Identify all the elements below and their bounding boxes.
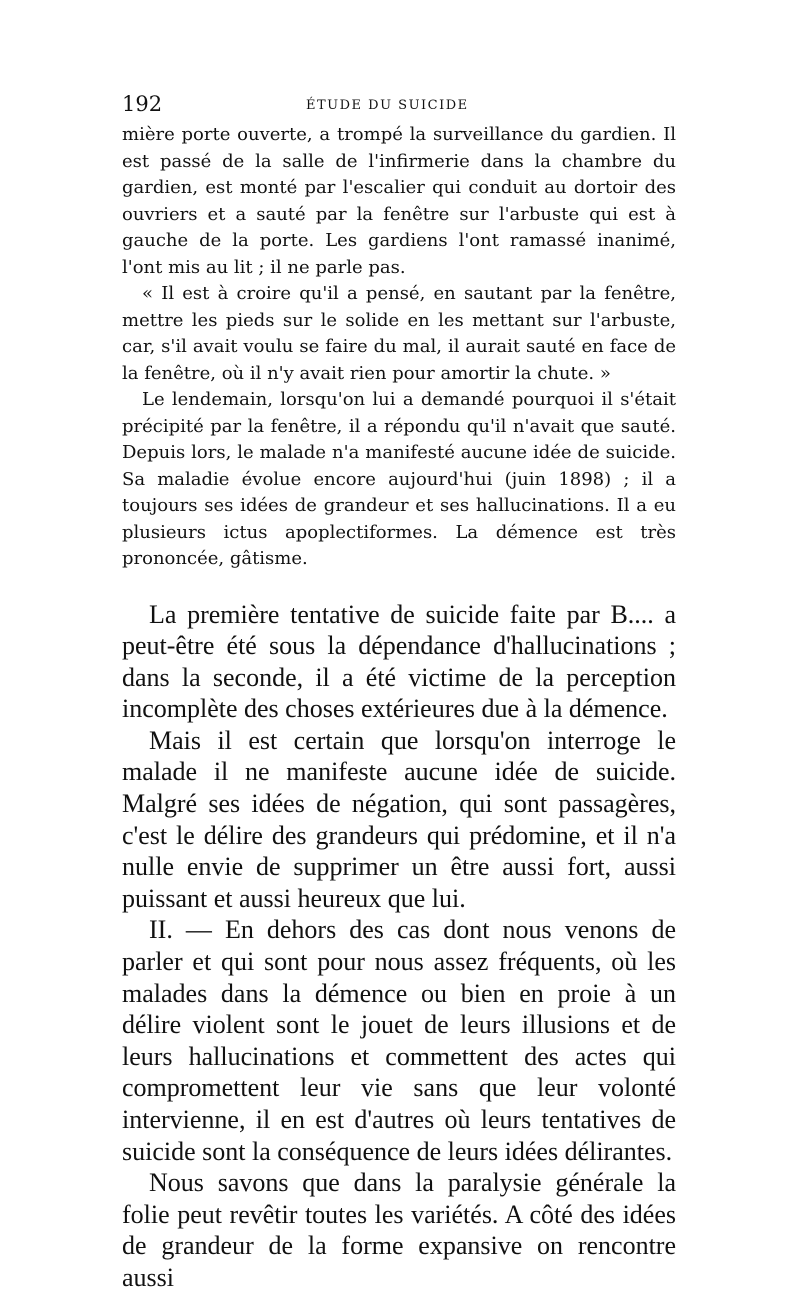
case-paragraph: Le lendemain, lorsqu'on lui a demandé pourquoi il s'était précipité par la fenêtre, il a répondu qu'il n'avait que sauté. Depuis lors, le malade n'a manifesté aucune idée de suicide. Sa maladie évolue encore aujourd'hui (juin 1898) ; il a toujours ses idées de grandeur et ses hallucinations. Il a eu plusieurs ictus apoplectiformes. La démence est très prononcée, gâtisme. xyxy=(122,389,676,569)
book-page xyxy=(122,92,676,1294)
case-paragraph: mière porte ouverte, a trompé la surveillance du gardien. Il est passé de la salle de l'infirmerie dans la chambre du gardien, est monté par l'escalier qui conduit au dortoir des ouvriers et a sauté par la fenêtre sur l'arbuste qui est à gauche de la porte. Les gardiens l'ont ramassé inanimé, l'ont mis au lit ; il ne parle pas. xyxy=(122,124,676,278)
body-paragraph: Mais il est certain que lorsqu'on interroge le malade il ne manifeste aucune idée de suicide. Malgré ses idées de négation, qui sont passagères, c'est le délire des grandeurs qui prédomine, et il n'a nulle envie de supprimer un être aussi fort, aussi puissant et aussi heureux que lui. xyxy=(122,725,676,913)
body-paragraph: Nous savons que dans la paralysie générale la folie peut revêtir toutes les variétés. A côté des idées de grandeur de la forme expansive on rencontre aussi xyxy=(122,1168,676,1292)
body-paragraph: II. — En dehors des cas dont nous venons de parler et qui sont pour nous assez fréquents, où les malades dans la démence ou bien en proie à un délire violent sont le jouet de leurs illusions et de leurs hallucinations et commettent des actes qui compromettent leur vie sans que leur volonté intervienne, il en est d'autres où leurs tentatives de suicide sont la conséquence de leurs idées délirantes. xyxy=(122,915,676,1166)
page-header xyxy=(122,92,676,122)
body-paragraph: La première tentative de suicide faite par B.... a peut-être été sous la dépendance d'hallucinations ; dans la seconde, il a été victime de la perception incomplète des choses extérieures due à la démence. xyxy=(122,599,676,724)
page-number: 192 xyxy=(122,92,163,116)
running-title: ÉTUDE DU SUICIDE xyxy=(306,98,469,113)
case-paragraph: « Il est à croire qu'il a pensé, en sautant par la fenêtre, mettre les pieds sur le solide en les mettant sur l'arbuste, car, s'il avait voulu se faire du mal, il aurait sauté en face de la fenêtre, où il n'y avait rien pour amortir la chute. » xyxy=(122,283,676,384)
body-text xyxy=(122,599,676,1294)
case-report-text xyxy=(122,122,676,573)
